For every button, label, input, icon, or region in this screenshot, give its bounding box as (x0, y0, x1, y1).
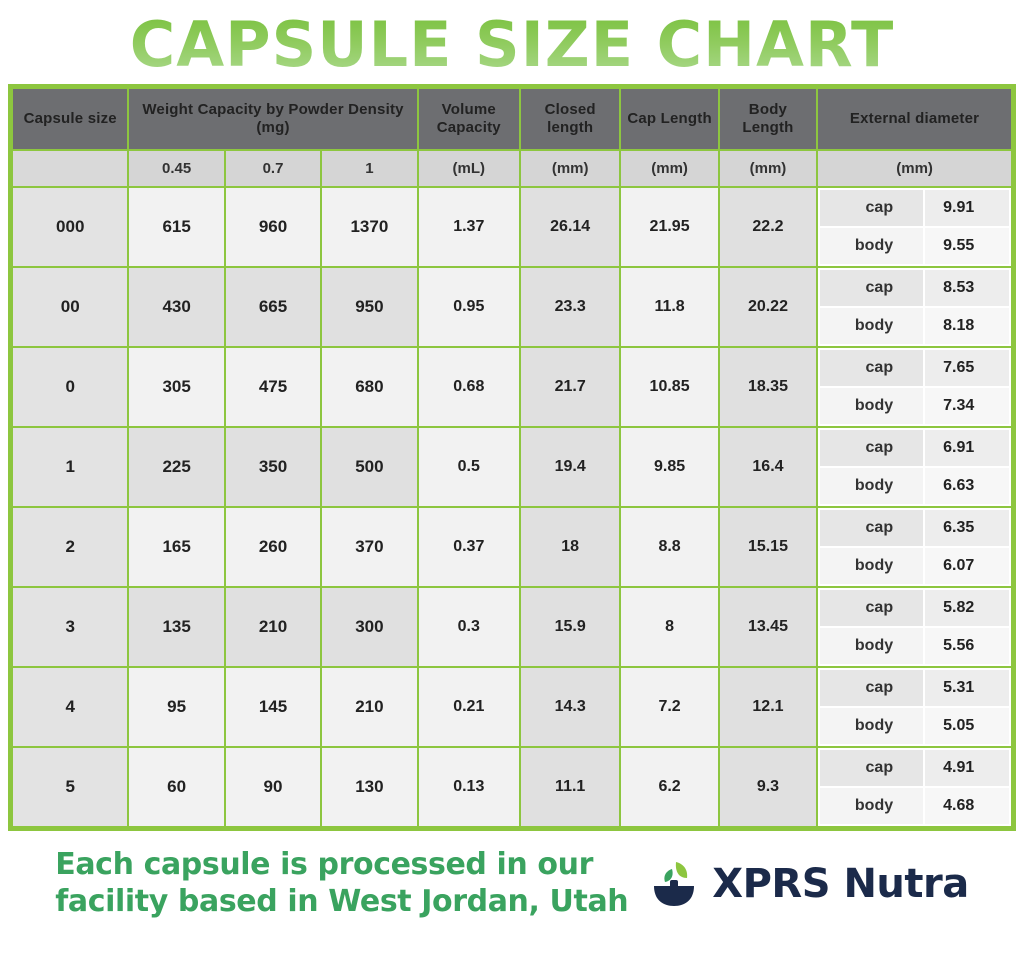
ext-cap-label: cap (819, 349, 924, 387)
footer (0, 831, 1024, 926)
table-row (12, 747, 1012, 827)
cell-density-07: 665 (225, 267, 321, 347)
cell-external-diameter (817, 747, 1012, 827)
ext-cap-label: cap (819, 749, 924, 787)
footer-line-1: Each capsule is processed in our (55, 847, 593, 882)
ext-body-label: body (819, 387, 924, 425)
table-body (12, 150, 1012, 827)
cell-volume: 0.3 (418, 587, 520, 667)
subheader-density-1: 1 (321, 150, 417, 187)
ext-body-label: body (819, 787, 924, 825)
subheader-body-length-unit: (mm) (719, 150, 817, 187)
ext-body-value: 5.05 (924, 707, 1010, 745)
cell-external-diameter (817, 667, 1012, 747)
subheader-capsule-size (12, 150, 128, 187)
ext-body-label: body (819, 547, 924, 585)
cell-density-07: 475 (225, 347, 321, 427)
cell-density-07: 90 (225, 747, 321, 827)
cell-closed-length: 14.3 (520, 667, 620, 747)
brand-name: XPRS Nutra (712, 860, 969, 907)
mortar-and-pestle-leaf-icon (646, 856, 702, 912)
cell-density-07: 960 (225, 187, 321, 267)
table-subheader-row (12, 150, 1012, 187)
cell-density-045: 165 (128, 507, 224, 587)
cell-external-diameter (817, 427, 1012, 507)
cell-external-diameter (817, 187, 1012, 267)
cell-volume: 0.13 (418, 747, 520, 827)
cell-capsule-size: 2 (12, 507, 128, 587)
ext-cap-value: 4.91 (924, 749, 1010, 787)
cell-density-045: 430 (128, 267, 224, 347)
table-header (12, 88, 1012, 150)
cell-body-length: 22.2 (719, 187, 817, 267)
subheader-density-045: 0.45 (128, 150, 224, 187)
ext-body-value: 9.55 (924, 227, 1010, 265)
table-row (12, 507, 1012, 587)
cell-density-1: 210 (321, 667, 417, 747)
capsule-size-table (11, 87, 1013, 828)
cell-capsule-size: 00 (12, 267, 128, 347)
cell-density-07: 145 (225, 667, 321, 747)
cell-closed-length: 26.14 (520, 187, 620, 267)
cell-volume: 0.68 (418, 347, 520, 427)
subheader-external-diameter-unit: (mm) (817, 150, 1012, 187)
cell-volume: 0.95 (418, 267, 520, 347)
cell-closed-length: 19.4 (520, 427, 620, 507)
cell-cap-length: 7.2 (620, 667, 718, 747)
table-row (12, 427, 1012, 507)
ext-body-label: body (819, 307, 924, 345)
cell-cap-length: 11.8 (620, 267, 718, 347)
cell-density-045: 60 (128, 747, 224, 827)
footer-text (55, 847, 628, 920)
cell-cap-length: 21.95 (620, 187, 718, 267)
cell-capsule-size: 4 (12, 667, 128, 747)
subheader-density-07: 0.7 (225, 150, 321, 187)
cell-body-length: 13.45 (719, 587, 817, 667)
cell-density-1: 300 (321, 587, 417, 667)
ext-body-label: body (819, 227, 924, 265)
cell-density-1: 500 (321, 427, 417, 507)
cell-closed-length: 23.3 (520, 267, 620, 347)
cell-density-045: 615 (128, 187, 224, 267)
cell-density-07: 210 (225, 587, 321, 667)
table-row (12, 267, 1012, 347)
cell-density-045: 135 (128, 587, 224, 667)
cell-density-1: 130 (321, 747, 417, 827)
cell-density-07: 350 (225, 427, 321, 507)
cell-body-length: 15.15 (719, 507, 817, 587)
ext-body-value: 5.56 (924, 627, 1010, 665)
ext-body-value: 7.34 (924, 387, 1010, 425)
cell-density-1: 950 (321, 267, 417, 347)
ext-cap-label: cap (819, 509, 924, 547)
ext-cap-value: 7.65 (924, 349, 1010, 387)
cell-external-diameter (817, 587, 1012, 667)
ext-body-label: body (819, 707, 924, 745)
table-row (12, 347, 1012, 427)
ext-body-label: body (819, 467, 924, 505)
cell-body-length: 20.22 (719, 267, 817, 347)
cell-density-1: 1370 (321, 187, 417, 267)
cell-density-1: 680 (321, 347, 417, 427)
cell-closed-length: 21.7 (520, 347, 620, 427)
ext-cap-label: cap (819, 589, 924, 627)
cell-body-length: 18.35 (719, 347, 817, 427)
cell-external-diameter (817, 507, 1012, 587)
cell-cap-length: 9.85 (620, 427, 718, 507)
ext-cap-value: 9.91 (924, 189, 1010, 227)
cell-volume: 1.37 (418, 187, 520, 267)
header-capsule-size: Capsule size (12, 88, 128, 150)
footer-line-2: facility based in West Jordan, Utah (55, 883, 629, 919)
cell-external-diameter (817, 347, 1012, 427)
ext-cap-label: cap (819, 189, 924, 227)
table-row (12, 587, 1012, 667)
table-row (12, 667, 1012, 747)
cell-closed-length: 11.1 (520, 747, 620, 827)
header-volume-capacity: Volume Capacity (418, 88, 520, 150)
cell-capsule-size: 5 (12, 747, 128, 827)
ext-cap-label: cap (819, 429, 924, 467)
cell-density-07: 260 (225, 507, 321, 587)
ext-cap-value: 6.91 (924, 429, 1010, 467)
ext-cap-label: cap (819, 269, 924, 307)
cell-cap-length: 6.2 (620, 747, 718, 827)
ext-cap-value: 6.35 (924, 509, 1010, 547)
cell-cap-length: 8.8 (620, 507, 718, 587)
cell-cap-length: 10.85 (620, 347, 718, 427)
cell-volume: 0.37 (418, 507, 520, 587)
ext-body-value: 6.07 (924, 547, 1010, 585)
ext-cap-value: 8.53 (924, 269, 1010, 307)
page-title-container (0, 0, 1024, 84)
ext-body-value: 4.68 (924, 787, 1010, 825)
cell-density-045: 305 (128, 347, 224, 427)
page-title: CAPSULE SIZE CHART (129, 8, 895, 81)
cell-external-diameter (817, 267, 1012, 347)
cell-capsule-size: 3 (12, 587, 128, 667)
cell-density-1: 370 (321, 507, 417, 587)
cell-cap-length: 8 (620, 587, 718, 667)
ext-body-value: 6.63 (924, 467, 1010, 505)
cell-closed-length: 18 (520, 507, 620, 587)
subheader-cap-length-unit: (mm) (620, 150, 718, 187)
ext-cap-label: cap (819, 669, 924, 707)
ext-cap-value: 5.82 (924, 589, 1010, 627)
subheader-closed-length-unit: (mm) (520, 150, 620, 187)
ext-body-value: 8.18 (924, 307, 1010, 345)
table-row (12, 187, 1012, 267)
cell-body-length: 9.3 (719, 747, 817, 827)
header-closed-length: Closed length (520, 88, 620, 150)
cell-body-length: 12.1 (719, 667, 817, 747)
cell-capsule-size: 1 (12, 427, 128, 507)
cell-density-045: 95 (128, 667, 224, 747)
cell-density-045: 225 (128, 427, 224, 507)
cell-volume: 0.5 (418, 427, 520, 507)
cell-body-length: 16.4 (719, 427, 817, 507)
cell-capsule-size: 0 (12, 347, 128, 427)
header-body-length: Body Length (719, 88, 817, 150)
ext-body-label: body (819, 627, 924, 665)
cell-closed-length: 15.9 (520, 587, 620, 667)
subheader-volume-unit: (mL) (418, 150, 520, 187)
header-weight-capacity: Weight Capacity by Powder Density (mg) (128, 88, 417, 150)
cell-capsule-size: 000 (12, 187, 128, 267)
brand-lockup (646, 856, 968, 912)
header-external-diameter: External diameter (817, 88, 1012, 150)
cell-volume: 0.21 (418, 667, 520, 747)
capsule-size-table-container (8, 84, 1016, 831)
ext-cap-value: 5.31 (924, 669, 1010, 707)
header-cap-length: Cap Length (620, 88, 718, 150)
